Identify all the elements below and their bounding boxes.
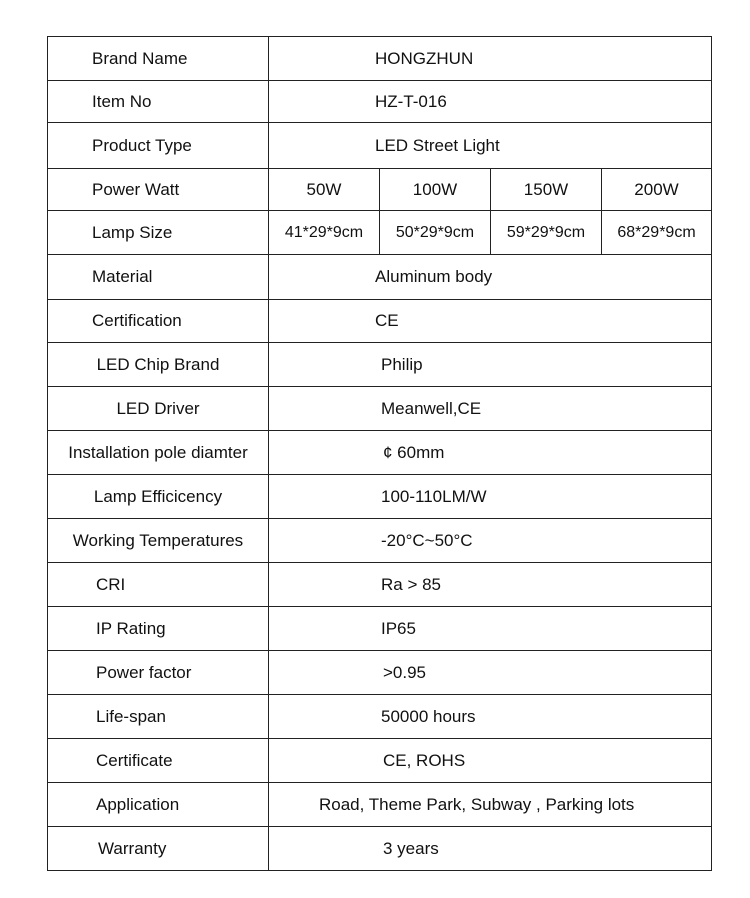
- row-label-brand-name: Brand Name: [48, 37, 269, 81]
- row-label-ip-rating: IP Rating: [48, 607, 269, 651]
- lamp-size-cell: 59*29*9cm: [491, 211, 602, 255]
- row-label-lamp-efficiency: Lamp Efficicency: [48, 475, 269, 519]
- row-value-certificate: CE, ROHS: [269, 739, 712, 783]
- row-value-material: Aluminum body: [269, 255, 712, 300]
- row-value-application: Road, Theme Park, Subway , Parking lots: [269, 783, 712, 827]
- row-label-lamp-size: Lamp Size: [48, 211, 269, 255]
- table-row: [48, 651, 712, 695]
- row-label-warranty: Warranty: [48, 827, 269, 871]
- row-label-product-type: Product Type: [48, 123, 269, 169]
- row-value-warranty: 3 years: [269, 827, 712, 871]
- table-row: [48, 343, 712, 387]
- power-watt-cell: 50W: [269, 169, 380, 211]
- table-row: [48, 37, 712, 81]
- table-row: [48, 387, 712, 431]
- row-label-pole-diameter: Installation pole diamter: [48, 431, 269, 475]
- row-label-certificate: Certificate: [48, 739, 269, 783]
- table-row: [48, 81, 712, 123]
- lamp-size-cell: 68*29*9cm: [602, 211, 712, 255]
- power-watt-cell: 150W: [491, 169, 602, 211]
- table-row: [48, 431, 712, 475]
- row-label-power-factor: Power factor: [48, 651, 269, 695]
- row-value-pole-diameter: ¢ 60mm: [269, 431, 712, 475]
- row-value-power-factor: >0.95: [269, 651, 712, 695]
- table-row: [48, 123, 712, 169]
- row-label-power-watt: Power Watt: [48, 169, 269, 211]
- table-row: [48, 827, 712, 871]
- table-row: [48, 563, 712, 607]
- row-label-application: Application: [48, 783, 269, 827]
- table-row: [48, 695, 712, 739]
- table-row: [48, 300, 712, 343]
- row-value-cri: Ra > 85: [269, 563, 712, 607]
- table-row: [48, 211, 712, 255]
- row-value-brand-name: HONGZHUN: [269, 37, 712, 81]
- spec-table: [47, 36, 712, 871]
- power-watt-cell: 200W: [602, 169, 712, 211]
- table-row: [48, 255, 712, 300]
- row-label-item-no: Item No: [48, 81, 269, 123]
- row-label-led-chip-brand: LED Chip Brand: [48, 343, 269, 387]
- lamp-size-cell: 50*29*9cm: [380, 211, 491, 255]
- table-row: [48, 739, 712, 783]
- row-label-cri: CRI: [48, 563, 269, 607]
- power-watt-cell: 100W: [380, 169, 491, 211]
- table-row: [48, 475, 712, 519]
- table-row: [48, 169, 712, 211]
- row-label-material: Material: [48, 255, 269, 300]
- row-value-lamp-efficiency: 100-110LM/W: [269, 475, 712, 519]
- row-label-led-driver: LED Driver: [48, 387, 269, 431]
- row-label-life-span: Life-span: [48, 695, 269, 739]
- row-value-led-driver: Meanwell,CE: [269, 387, 712, 431]
- table-row: [48, 607, 712, 651]
- row-value-life-span: 50000 hours: [269, 695, 712, 739]
- row-value-product-type: LED Street Light: [269, 123, 712, 169]
- table-row: [48, 519, 712, 563]
- row-value-ip-rating: IP65: [269, 607, 712, 651]
- lamp-size-cell: 41*29*9cm: [269, 211, 380, 255]
- row-label-working-temperatures: Working Temperatures: [48, 519, 269, 563]
- row-value-item-no: HZ-T-016: [269, 81, 712, 123]
- row-label-certification: Certification: [48, 300, 269, 343]
- row-value-certification: CE: [269, 300, 712, 343]
- row-value-led-chip-brand: Philip: [269, 343, 712, 387]
- row-value-working-temperatures: -20°C~50°C: [269, 519, 712, 563]
- table-row: [48, 783, 712, 827]
